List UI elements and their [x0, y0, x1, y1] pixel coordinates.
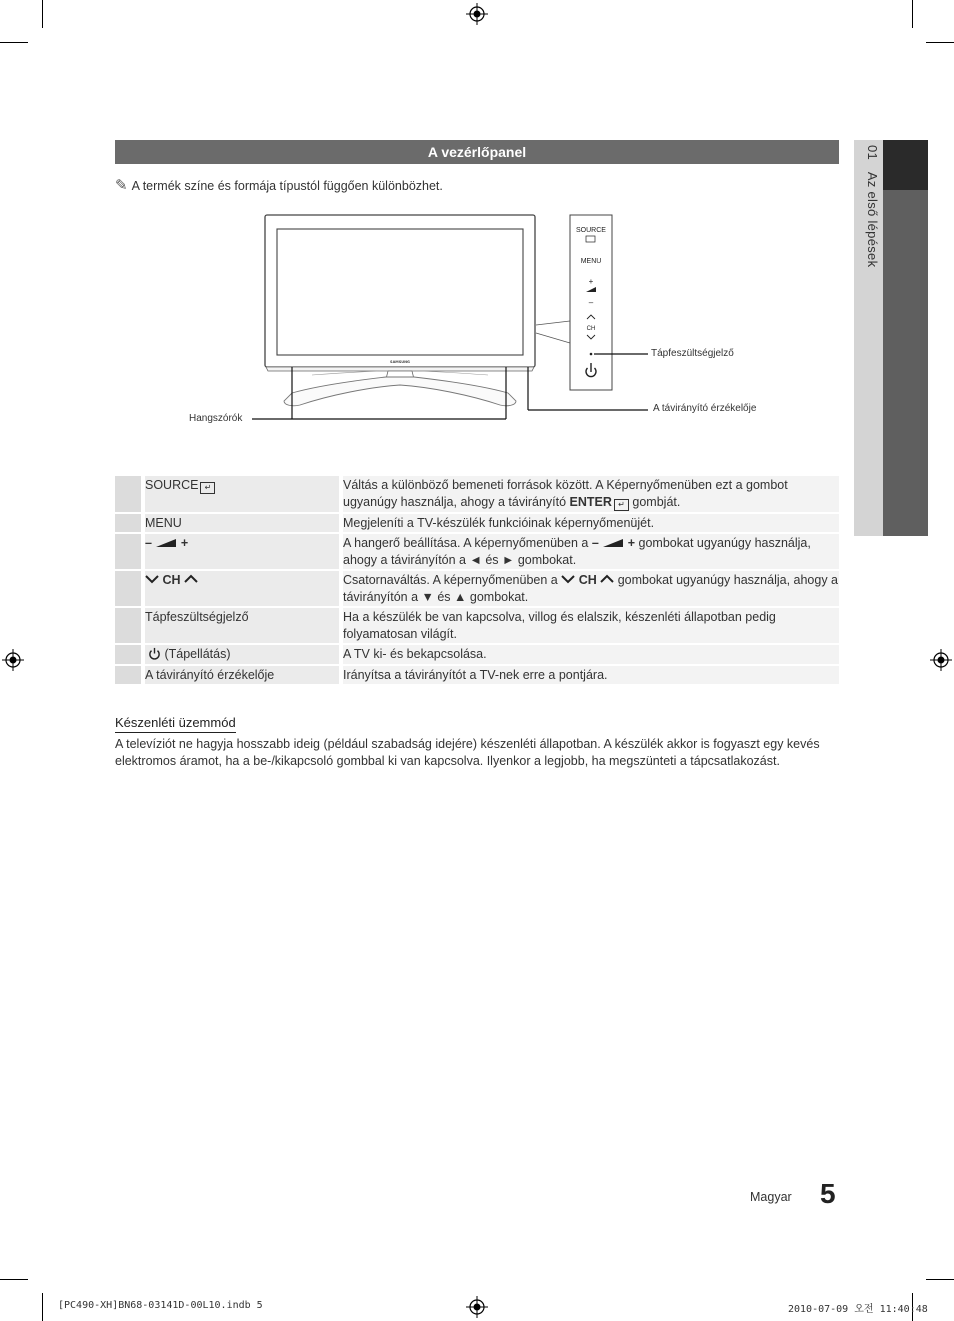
crop-mark	[0, 42, 28, 43]
registration-mark-icon	[466, 3, 488, 25]
row-marker	[115, 571, 141, 606]
control-panel-diagram	[180, 205, 780, 435]
row-label: MENU	[145, 514, 339, 533]
standby-heading: Készenléti üzemmód	[115, 715, 236, 733]
panel-source-label: SOURCE	[576, 227, 606, 234]
registration-mark-icon	[930, 649, 952, 671]
side-tab-marker	[883, 140, 928, 190]
row-label: SOURCE ↵	[145, 476, 339, 512]
chevron-up-icon	[600, 574, 614, 584]
crop-mark	[42, 0, 43, 28]
power-icon	[148, 647, 161, 660]
row-marker	[115, 608, 141, 643]
crop-mark	[912, 0, 913, 28]
standby-text: A televíziót ne hagyja hosszabb ideig (például szabadság idejére) készenléti állapotban. A készülék akkor is fogyaszt egy kevés elektromos áramot, ha a be-/kikapcsoló gombbal ki van kapcsolva. Ilyenkor a legjobb, ha megszünteti a tápcsatlakozást.	[115, 737, 820, 768]
callout-speakers: Hangszórók	[189, 413, 243, 424]
row-description: Ha a készülék be van kapcsolva, villog és elalszik, készenléti állapotban pedig folyamatosan világít.	[343, 608, 839, 643]
crop-mark	[926, 1279, 954, 1280]
tv-screen	[277, 229, 523, 355]
row-description: A TV ki- és bekapcsolása.	[343, 645, 839, 664]
row-label: (Tápellátás)	[145, 645, 339, 664]
note-text: A termék színe és formája típustól függően különbözhet.	[131, 179, 443, 193]
side-tab-label	[858, 145, 880, 267]
row-marker	[115, 476, 141, 512]
note	[115, 176, 443, 194]
chevron-up-icon	[184, 574, 198, 584]
panel-plus-label: +	[588, 277, 594, 286]
panel-minus-label: –	[588, 298, 594, 307]
crop-mark	[0, 1279, 28, 1280]
pencil-note-icon: ✎	[115, 177, 128, 194]
table-row	[115, 645, 839, 664]
chapter-number: 01	[865, 145, 880, 161]
table-row	[115, 534, 839, 569]
row-description: Váltás a különböző bemeneti források között. A Képernyőmenüben ezt a gombot ugyanúgy használja, ahogy a távirányító ENTER ↵ gombját.	[343, 476, 839, 512]
tv-brand-logo: SAMSUNG	[390, 360, 410, 364]
page-number: 5	[820, 1178, 836, 1209]
section-title-bar	[115, 140, 839, 164]
callout-remote-sensor: A távirányító érzékelője	[653, 403, 757, 414]
power-indicator-dot	[590, 353, 593, 356]
print-slug-date: 2010-07-09 오전 11:40:48	[788, 1304, 928, 1315]
side-tab-dark	[883, 140, 928, 536]
enter-icon: ↵	[200, 482, 215, 494]
table-row	[115, 571, 839, 606]
row-description: Irányítsa a távirányítót a TV-nek erre a pontjára.	[343, 666, 839, 685]
registration-mark-icon	[466, 1296, 488, 1318]
chevron-down-icon	[561, 574, 575, 584]
row-label: CH	[145, 571, 339, 606]
callout-power-indicator: Tápfeszültségjelző	[651, 348, 734, 359]
table-row	[115, 608, 839, 643]
row-description: Megjeleníti a TV-készülék funkcióinak képernyőmenüjét.	[343, 514, 839, 533]
panel-ch-label: CH	[586, 326, 596, 332]
row-description: A hangerő beállítása. A képernyőmenüben a – + gombokat ugyanúgy használja, ahogy a távirányítón a ◄ és ► gombokat.	[343, 534, 839, 569]
tv-stand	[284, 377, 516, 406]
footer-language: Magyar	[750, 1190, 792, 1204]
row-label: Tápfeszültségjelző	[145, 608, 339, 643]
section-title: A vezérlőpanel	[427, 144, 527, 160]
function-table	[115, 476, 839, 686]
table-row	[115, 514, 839, 533]
enter-icon: ↵	[614, 499, 629, 511]
row-marker	[115, 645, 141, 664]
row-marker	[115, 666, 141, 685]
volume-wedge-icon	[602, 538, 624, 548]
registration-mark-icon	[2, 649, 24, 671]
panel-menu-label: MENU	[580, 258, 602, 265]
row-label: A távirányító érzékelője	[145, 666, 339, 685]
chevron-down-icon	[145, 574, 159, 584]
row-marker	[115, 534, 141, 569]
table-row	[115, 476, 839, 512]
crop-mark	[926, 42, 954, 43]
table-row	[115, 666, 839, 685]
row-label: – +	[145, 534, 339, 569]
crop-mark	[42, 1293, 43, 1321]
row-description: Csatornaváltás. A képernyőmenüben a CH gombokat ugyanúgy használja, ahogy a távirányítón a ▼ és ▲ gombokat.	[343, 571, 839, 606]
row-marker	[115, 514, 141, 533]
print-slug-file: [PC490-XH]BN68-03141D-00L10.indb 5	[58, 1300, 263, 1311]
chapter-title: Az első lépések	[865, 171, 880, 268]
volume-wedge-icon	[155, 538, 177, 548]
